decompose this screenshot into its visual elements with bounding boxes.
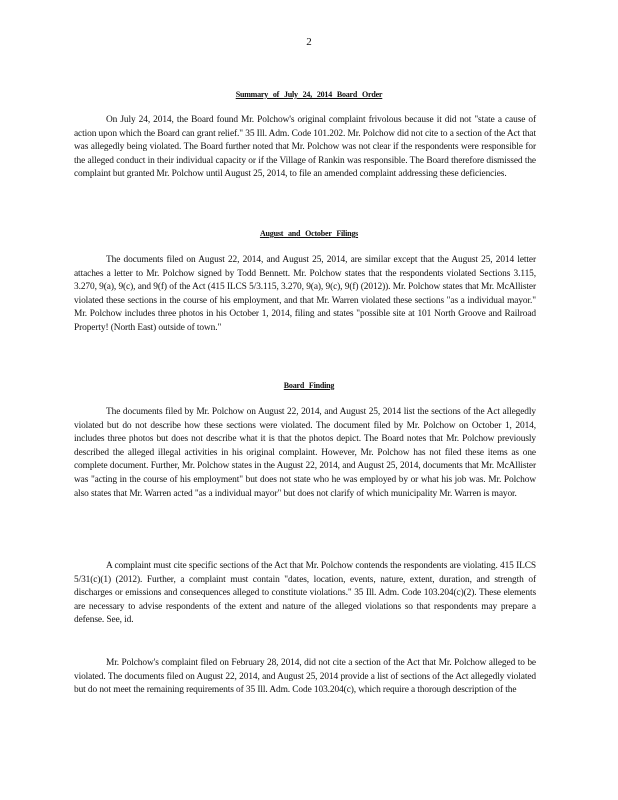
section-heading-filings: August and October Filings (259, 229, 359, 238)
paragraph-filings: The documents filed on August 22, 2014, and August 25, 2014, are similar except that the August 25, 2014 letter attaches a letter to Mr. Polchow signed by Todd Bennett. Mr. Polchow states that the respondents violated Sections 3.115, 3.270, 9(a), 9(c), and 9(f) of the Act (415 ILCS 5/3.115, 3.270, 9(a), 9(c), 9(f) (2012)). Mr. Polchow states that Mr. McAllister violated these sections in the course of his employment, and that Mr. Warren violated these sections "as a individual mayor." Mr. Polchow includes three photos in his October 1, 2014, filing and states "possible site at 101 North Groove and Railroad Property! (North East) outside of town." (74, 255, 536, 333)
section-heading-board-finding: Board Finding (283, 381, 335, 390)
paragraph-summary: On July 24, 2014, the Board found Mr. Polchow's original complaint frivolous because it did not "state a cause of action upon which the Board can grant relief." 35 Ill. Adm. Code 101.202. Mr. Polchow did not cite to a section of the Act that was allegedly being violated. The Board further noted that Mr. Polchow was not clear if the respondents were responsible for the alleged conduct in their individual capacity or if the Village of Rankin was responsible. The Board therefore dismissed the complaint but granted Mr. Polchow until August 25, 2014, to file an amended complaint addressing these deficiencies. (74, 115, 536, 180)
paragraph-board-finding-1: The documents filed by Mr. Polchow on August 22, 2014, and August 25, 2014 list the sections of the Act allegedly violated but do not describe how these sections were violated. The document filed by Mr. Polchow on October 1, 2014, includes three photos but does not describe what it is that the photos depict. The Board notes that Mr. Polchow previously described the alleged illegal activities in his original complaint. However, Mr. Polchow has not filed these items as one complete document. Further, Mr. Polchow states in the August 22, 2014, and August 25, 2014, documents that Mr. McAllister was "acting in the course of his employment" but does not state who he was employed by or what his job was. Mr. Polchow also states that Mr. Warren acted "as a individual mayor" but does not clarify of which municipality Mr. Warren is mayor. (74, 407, 536, 499)
paragraph-board-finding-3: Mr. Polchow's complaint filed on February 28, 2014, did not cite a section of the Act that Mr. Polchow alleged to be violated. The documents filed on August 22, 2014, and August 25, 2014 provide a list of sections of the Act allegedly violated but do not meet the remaining requirements of 35 Ill. Adm. Code 103.204(c), which require a thorough description of the (74, 658, 536, 696)
page-number: 2 (306, 36, 312, 48)
paragraph-board-finding-2: A complaint must cite specific sections of the Act that Mr. Polchow contends the respondents are violating. 415 ILCS 5/31(c)(1) (2012). Further, a complaint must contain "dates, location, events, nature, extent, duration, and strength of discharges or emissions and consequences alleged to constitute violations." 35 Ill. Adm. Code 103.204(c)(2). These elements are necessary to advise respondents of the extent and nature of the alleged violations so that respondents may prepare a defense. See, id. (74, 561, 536, 626)
section-heading-summary: Summary of July 24, 2014 Board Order (235, 90, 383, 99)
